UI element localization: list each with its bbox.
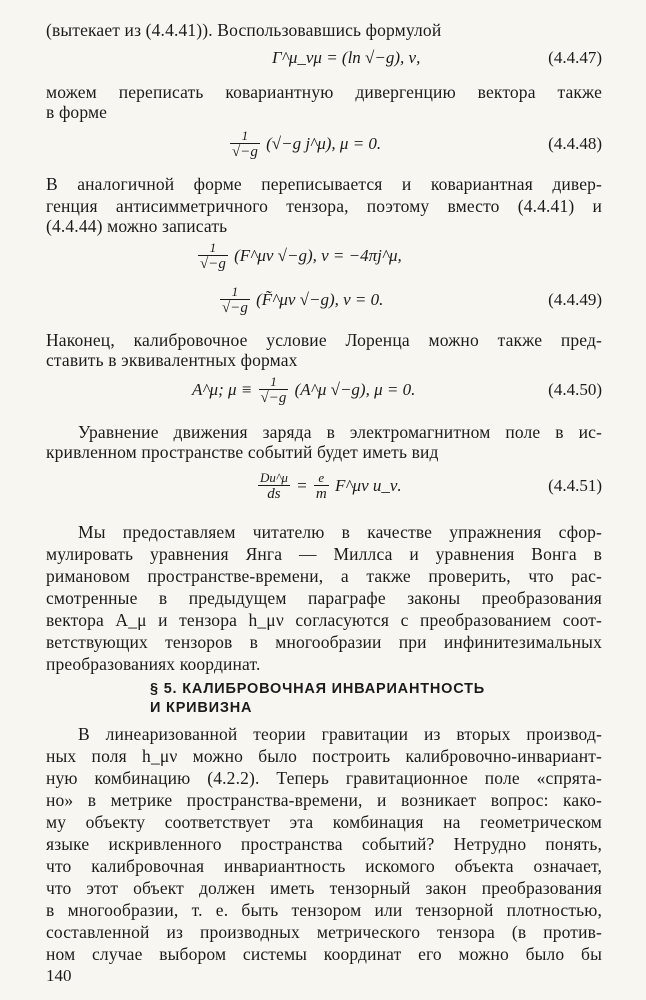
text-line: (вытекает из (4.4.41)). Воспользовавшись формулой [46,20,442,40]
text-line: можем переписать ковариантную дивергенцию вектора также [46,82,602,102]
text-line: кривленном пространстве событий будет иметь вид [46,442,439,462]
fraction: $\frac{1}{√-g}$ [222,284,248,317]
equation-lhs: A^μ; μ ≡ [192,380,253,399]
text-line: Уравнение движения заряда в электромагнитном поле в ис- [78,422,602,442]
text-line: вектора A_μ и тензора h_μν согласуются с преобразованием соот- [46,610,602,630]
text-line: что калибровочная инвариантность искомого объекта означает, [46,856,602,876]
text-line: (4.4.44) можно записать [46,216,228,236]
text-line: генция антисимметричного тензора, поэтому вместо (4.4.41) и [46,196,602,216]
fraction: $\frac{1}{√-g}$ [260,374,287,407]
equation-number: (4.4.49) [548,290,602,309]
text-line: ных поля h_μν можно было построить калибровочно-инвариант- [46,746,602,766]
text-line: составленной из производных метрического тензора (в против- [46,922,602,942]
equation-number: (4.4.47) [548,48,602,67]
text-line: языке искривленного пространства событий? Нетрудно понять, [46,834,602,854]
fraction: $\frac{1}{√-g}$ [200,240,226,273]
fraction: $\frac{Du\^{}\mu}{ds}$ [260,470,288,503]
text-line: ную комбинацию (4.2.2). Теперь гравитационное поле «спрята- [46,768,602,788]
equation-4-4-49b [218,278,383,322]
text-line: но» в метрике пространства-времени, и возникает вопрос: како- [46,790,602,810]
text-line: мулировать уравнения Янга — Миллса и уравнения Вонга в [46,544,602,564]
equation-number: (4.4.51) [548,476,602,495]
equation-number: (4.4.48) [548,134,602,153]
equation-4-4-47: Γ^μ_νμ = (ln √−g), ν, [272,48,421,67]
text-line: римановом пространстве-времени, а также проверить, что рас- [46,566,602,586]
text-line: Мы предоставляем читателю в качестве упражнения сфор- [78,522,602,542]
text-line: в многообразии, т. е. быть тензором или тензорной плотностью, [46,900,602,920]
page-number: 140 [46,966,72,985]
equation-4-4-51 [256,464,402,508]
text-line: что этот объект должен иметь тензорный закон преобразования [46,878,602,898]
fraction: $\frac{1}{√-g}$ [232,128,258,161]
section-heading: И КРИВИЗНА [150,700,253,716]
equation-4-4-50 [192,368,415,412]
equation-sign: = [296,476,308,495]
equation-4-4-49a [196,234,402,278]
equation-body: (√−g j^μ), μ = 0. [266,134,382,153]
text-line: смотренные в предыдущем параграфе законы преобразования [46,588,602,608]
text-line: в форме [46,102,108,122]
equation-body: (F^μν √−g), ν = −4πj^μ, [234,246,402,265]
text-line: В линеаризованной теории гравитации из вторых производ- [78,724,602,744]
text-line: му объекту соответствует эта комбинация на геометрическом [46,812,602,832]
text-line: Наконец, калибровочное условие Лоренца можно также пред- [46,330,602,350]
text-line: преобразованиях координат. [46,654,261,674]
section-heading: § 5. КАЛИБРОВОЧНАЯ ИНВАРИАНТНОСТЬ [150,681,486,697]
equation-4-4-48 [228,122,381,166]
text-line: ветствующих тензоров в многообразии при инфинитезимальных [46,632,602,652]
equation-body: (F̃^μν √−g), ν = 0. [256,290,384,309]
equation-body: (A^μ √−g), μ = 0. [294,380,416,399]
fraction: $\frac{e}{m}$ [315,470,327,503]
equation-number: (4.4.50) [548,380,602,399]
text-line: ставить в эквивалентных формах [46,350,298,370]
equation-body: F^μν u_ν. [334,476,402,495]
text-line: ном случае выбором системы координат его можно было бы [46,944,602,964]
text-line: В аналогичной форме переписывается и ковариантная дивер- [46,174,602,194]
